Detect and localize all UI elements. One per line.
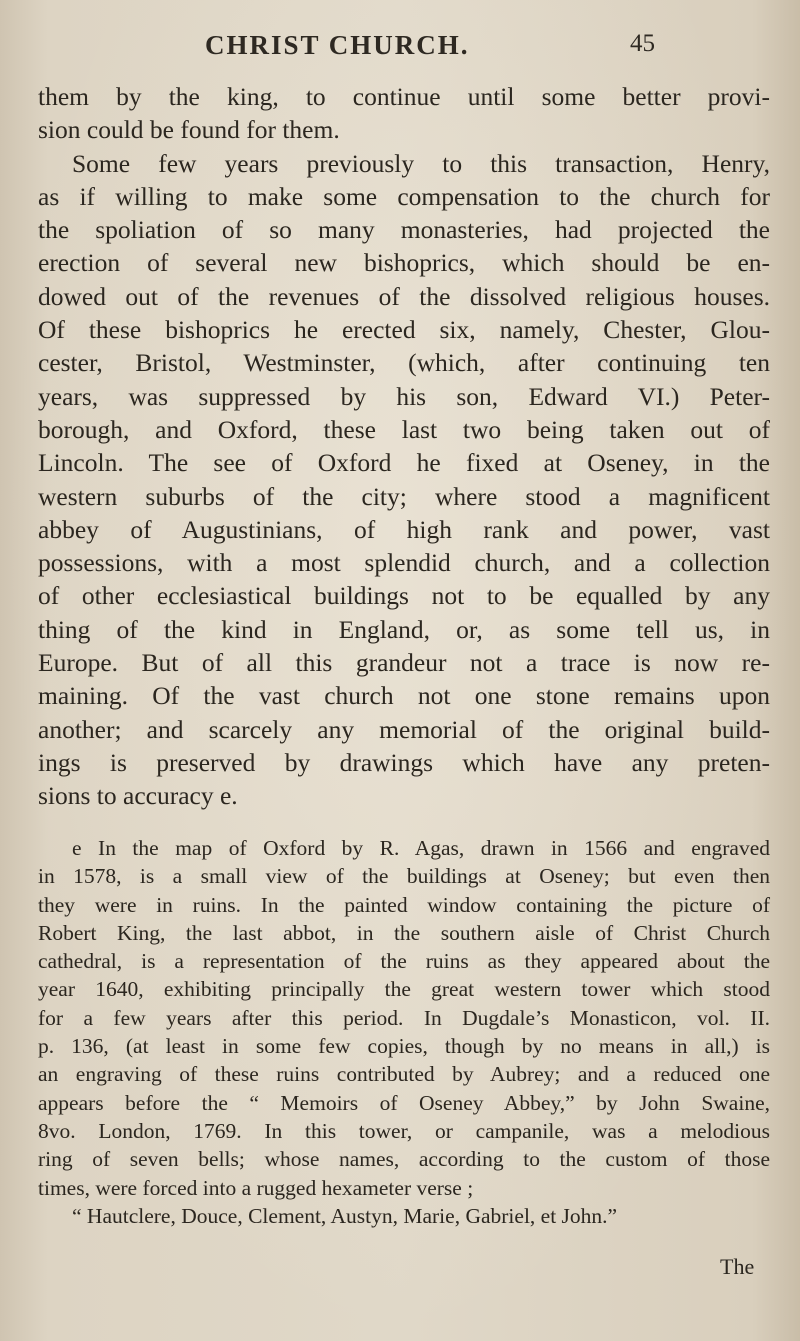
- text-line: sion could be found for them.: [38, 115, 340, 145]
- text-line: as if willing to make some compensation to the church for: [38, 181, 770, 211]
- text-line: thing of the kind in England, or, as some tell us, in: [38, 614, 770, 644]
- text-line: of other ecclesiastical buildings not to be equalled by any: [38, 581, 770, 611]
- main-text: [38, 80, 770, 813]
- footnote-line: p. 136, (at least in some few copies, though by no means in all,) is: [38, 1034, 770, 1059]
- text-line: western suburbs of the city; where stood a magnificent: [38, 481, 770, 511]
- text-line: cester, Bristol, Westminster, (which, after continuing ten: [38, 348, 770, 378]
- running-title: CHRIST CHURCH.: [205, 30, 470, 60]
- footnote-line: for a few years after this period. In Dugdale’s Monasticon, vol. II.: [38, 1005, 770, 1030]
- text-line: possessions, with a most splendid church, and a collection: [38, 548, 770, 578]
- running-head: [0, 30, 800, 64]
- footnote-line: they were in ruins. In the painted window containing the picture of: [38, 892, 770, 917]
- text-line: dowed out of the revenues of the dissolved religious houses.: [38, 281, 770, 311]
- footnote: [38, 834, 770, 1230]
- text-line: Europe. But of all this grandeur not a trace is now re-: [38, 648, 770, 678]
- catchword: The: [720, 1254, 755, 1279]
- text-line: Lincoln. The see of Oxford he fixed at Oseney, in the: [38, 448, 770, 478]
- footnote-line: Robert King, the last abbot, in the southern aisle of Christ Church: [38, 920, 770, 945]
- text-line: years, was suppressed by his son, Edward VI.) Peter-: [38, 381, 770, 411]
- text-line: another; and scarcely any memorial of the original build-: [38, 714, 770, 744]
- footnote-line: e In the map of Oxford by R. Agas, drawn in 1566 and engraved: [72, 836, 770, 860]
- text-line: maining. Of the vast church not one stone remains upon: [38, 681, 770, 711]
- text-line: them by the king, to continue until some better provi-: [38, 82, 770, 111]
- text-line: ings is preserved by drawings which have any preten-: [38, 747, 770, 777]
- page-number: 45: [630, 30, 655, 57]
- footnote-line: year 1640, exhibiting principally the great western tower which stood: [38, 977, 770, 1002]
- footnote-line: cathedral, is a representation of the ruins as they appeared about the: [38, 949, 770, 974]
- footnote-verse-line: “ Hautclere, Douce, Clement, Austyn, Marie, Gabriel, et John.”: [72, 1203, 618, 1228]
- footnote-line: 8vo. London, 1769. In this tower, or campanile, was a melodious: [38, 1118, 770, 1143]
- text-line: Some few years previously to this transaction, Henry,: [72, 148, 770, 178]
- text-line: Of these bishoprics he erected six, namely, Chester, Glou-: [38, 315, 770, 345]
- text-line: erection of several new bishoprics, which should be en-: [38, 248, 770, 278]
- footnote-line: in 1578, is a small view of the buildings at Oseney; but even then: [38, 864, 770, 889]
- text-line: borough, and Oxford, these last two being taken out of: [38, 414, 770, 444]
- footnote-line: ring of seven bells; whose names, according to the custom of those: [38, 1147, 770, 1172]
- text-line: sions to accuracy e.: [38, 781, 238, 811]
- footnote-line: times, were forced into a rugged hexameter verse ;: [38, 1175, 474, 1200]
- footnote-line: appears before the “ Memoirs of Oseney Abbey,” by John Swaine,: [38, 1090, 770, 1115]
- footnote-line: an engraving of these ruins contributed by Aubrey; and a reduced one: [38, 1062, 770, 1087]
- text-line: the spoliation of so many monasteries, had projected the: [38, 215, 770, 245]
- text-line: abbey of Augustinians, of high rank and power, vast: [38, 514, 770, 544]
